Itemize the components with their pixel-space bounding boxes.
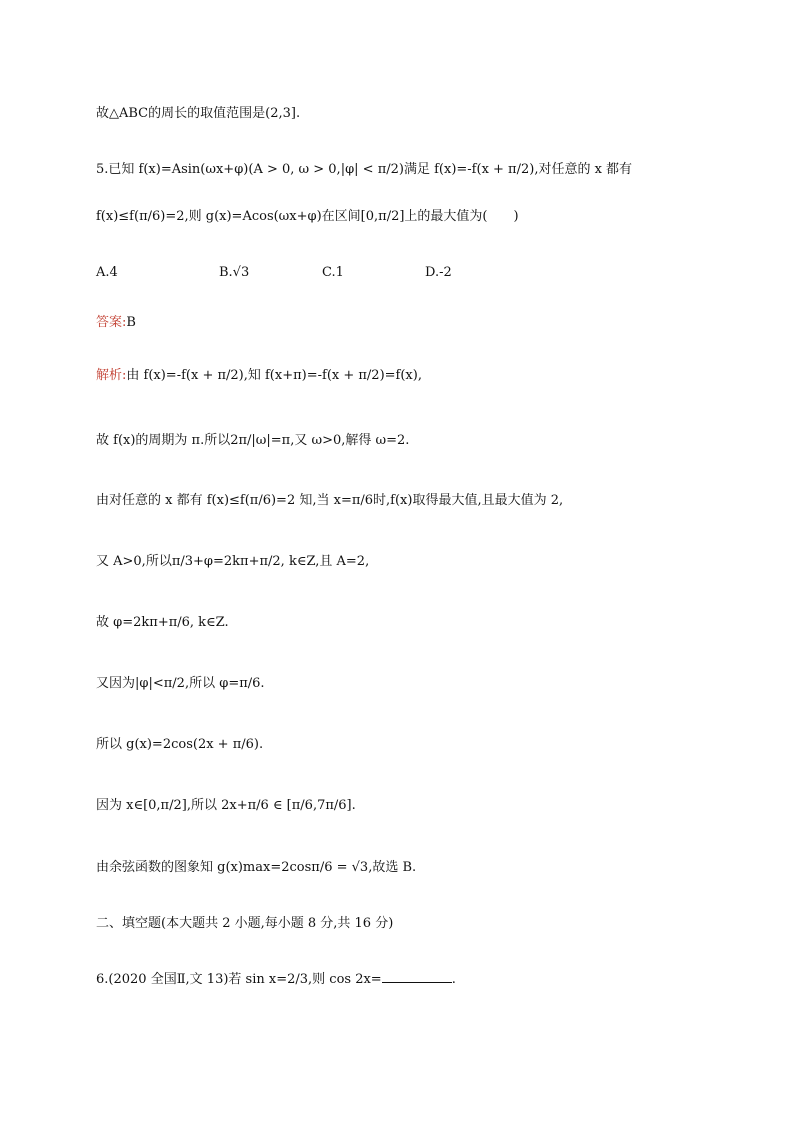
answer-label: 答案:: [96, 315, 127, 330]
analysis-line-5: 故 φ=2kπ+π/6, k∈Z.: [96, 615, 229, 630]
question-5-stem-line-2: f(x)≤f(π/6)=2,则 g(x)=Acos(ωx+φ)在区间[0,π/2]上的最大值为( ): [96, 209, 519, 224]
analysis-line-1: [96, 366, 422, 386]
analysis-text-1: 由 f(x)=-f(x + π/2),知 f(x+π)=-f(x + π/2)=f(x),: [126, 368, 422, 383]
question-5-stem-line-1: 5.已知 f(x)=Asin(ωx+φ)(A > 0, ω > 0,|φ| < π/2)满足 f(x)=-f(x + π/2),对任意的 x 都有: [96, 162, 633, 177]
choice-b: B.√3: [219, 265, 250, 280]
analysis-line-3: 由对任意的 x 都有 f(x)≤f(π/6)=2 知,当 x=π/6时,f(x)取得最大值,且最大值为 2,: [96, 493, 564, 508]
section-heading-fill-in: 二、填空题(本大题共 2 小题,每小题 8 分,共 16 分): [96, 916, 394, 931]
question-6-period: .: [451, 972, 456, 987]
analysis-line-7: 所以 g(x)=2cos(2x + π/6).: [96, 737, 264, 752]
choice-d: D.-2: [425, 265, 452, 280]
answer-blank[interactable]: [382, 970, 452, 983]
analysis-line-6: 又因为|φ|<π/2,所以 φ=π/6.: [96, 676, 265, 691]
answer-value: B: [126, 315, 136, 330]
choice-a: A.4: [96, 265, 118, 280]
analysis-label: 解析:: [96, 368, 127, 383]
analysis-line-8: 因为 x∈[0,π/2],所以 2x+π/6 ∈ [π/6,7π/6].: [96, 798, 356, 813]
text-line-conclusion: 故△ABC的周长的取值范围是(2,3].: [96, 106, 301, 121]
analysis-line-4: 又 A>0,所以π/3+φ=2kπ+π/2, k∈Z,且 A=2,: [96, 554, 370, 569]
analysis-line-2: 故 f(x)的周期为 π.所以2π/|ω|=π,又 ω>0,解得 ω=2.: [96, 433, 410, 448]
question-6-stem: [96, 970, 456, 990]
question-6-text: 6.(2020 全国Ⅱ,文 13)若 sin x=2/3,则 cos 2x=: [96, 972, 382, 987]
answer-line: [96, 313, 136, 333]
analysis-line-9: 由余弦函数的图象知 g(x)max=2cosπ/6 = √3,故选 B.: [96, 860, 417, 875]
choice-c: C.1: [322, 265, 344, 280]
